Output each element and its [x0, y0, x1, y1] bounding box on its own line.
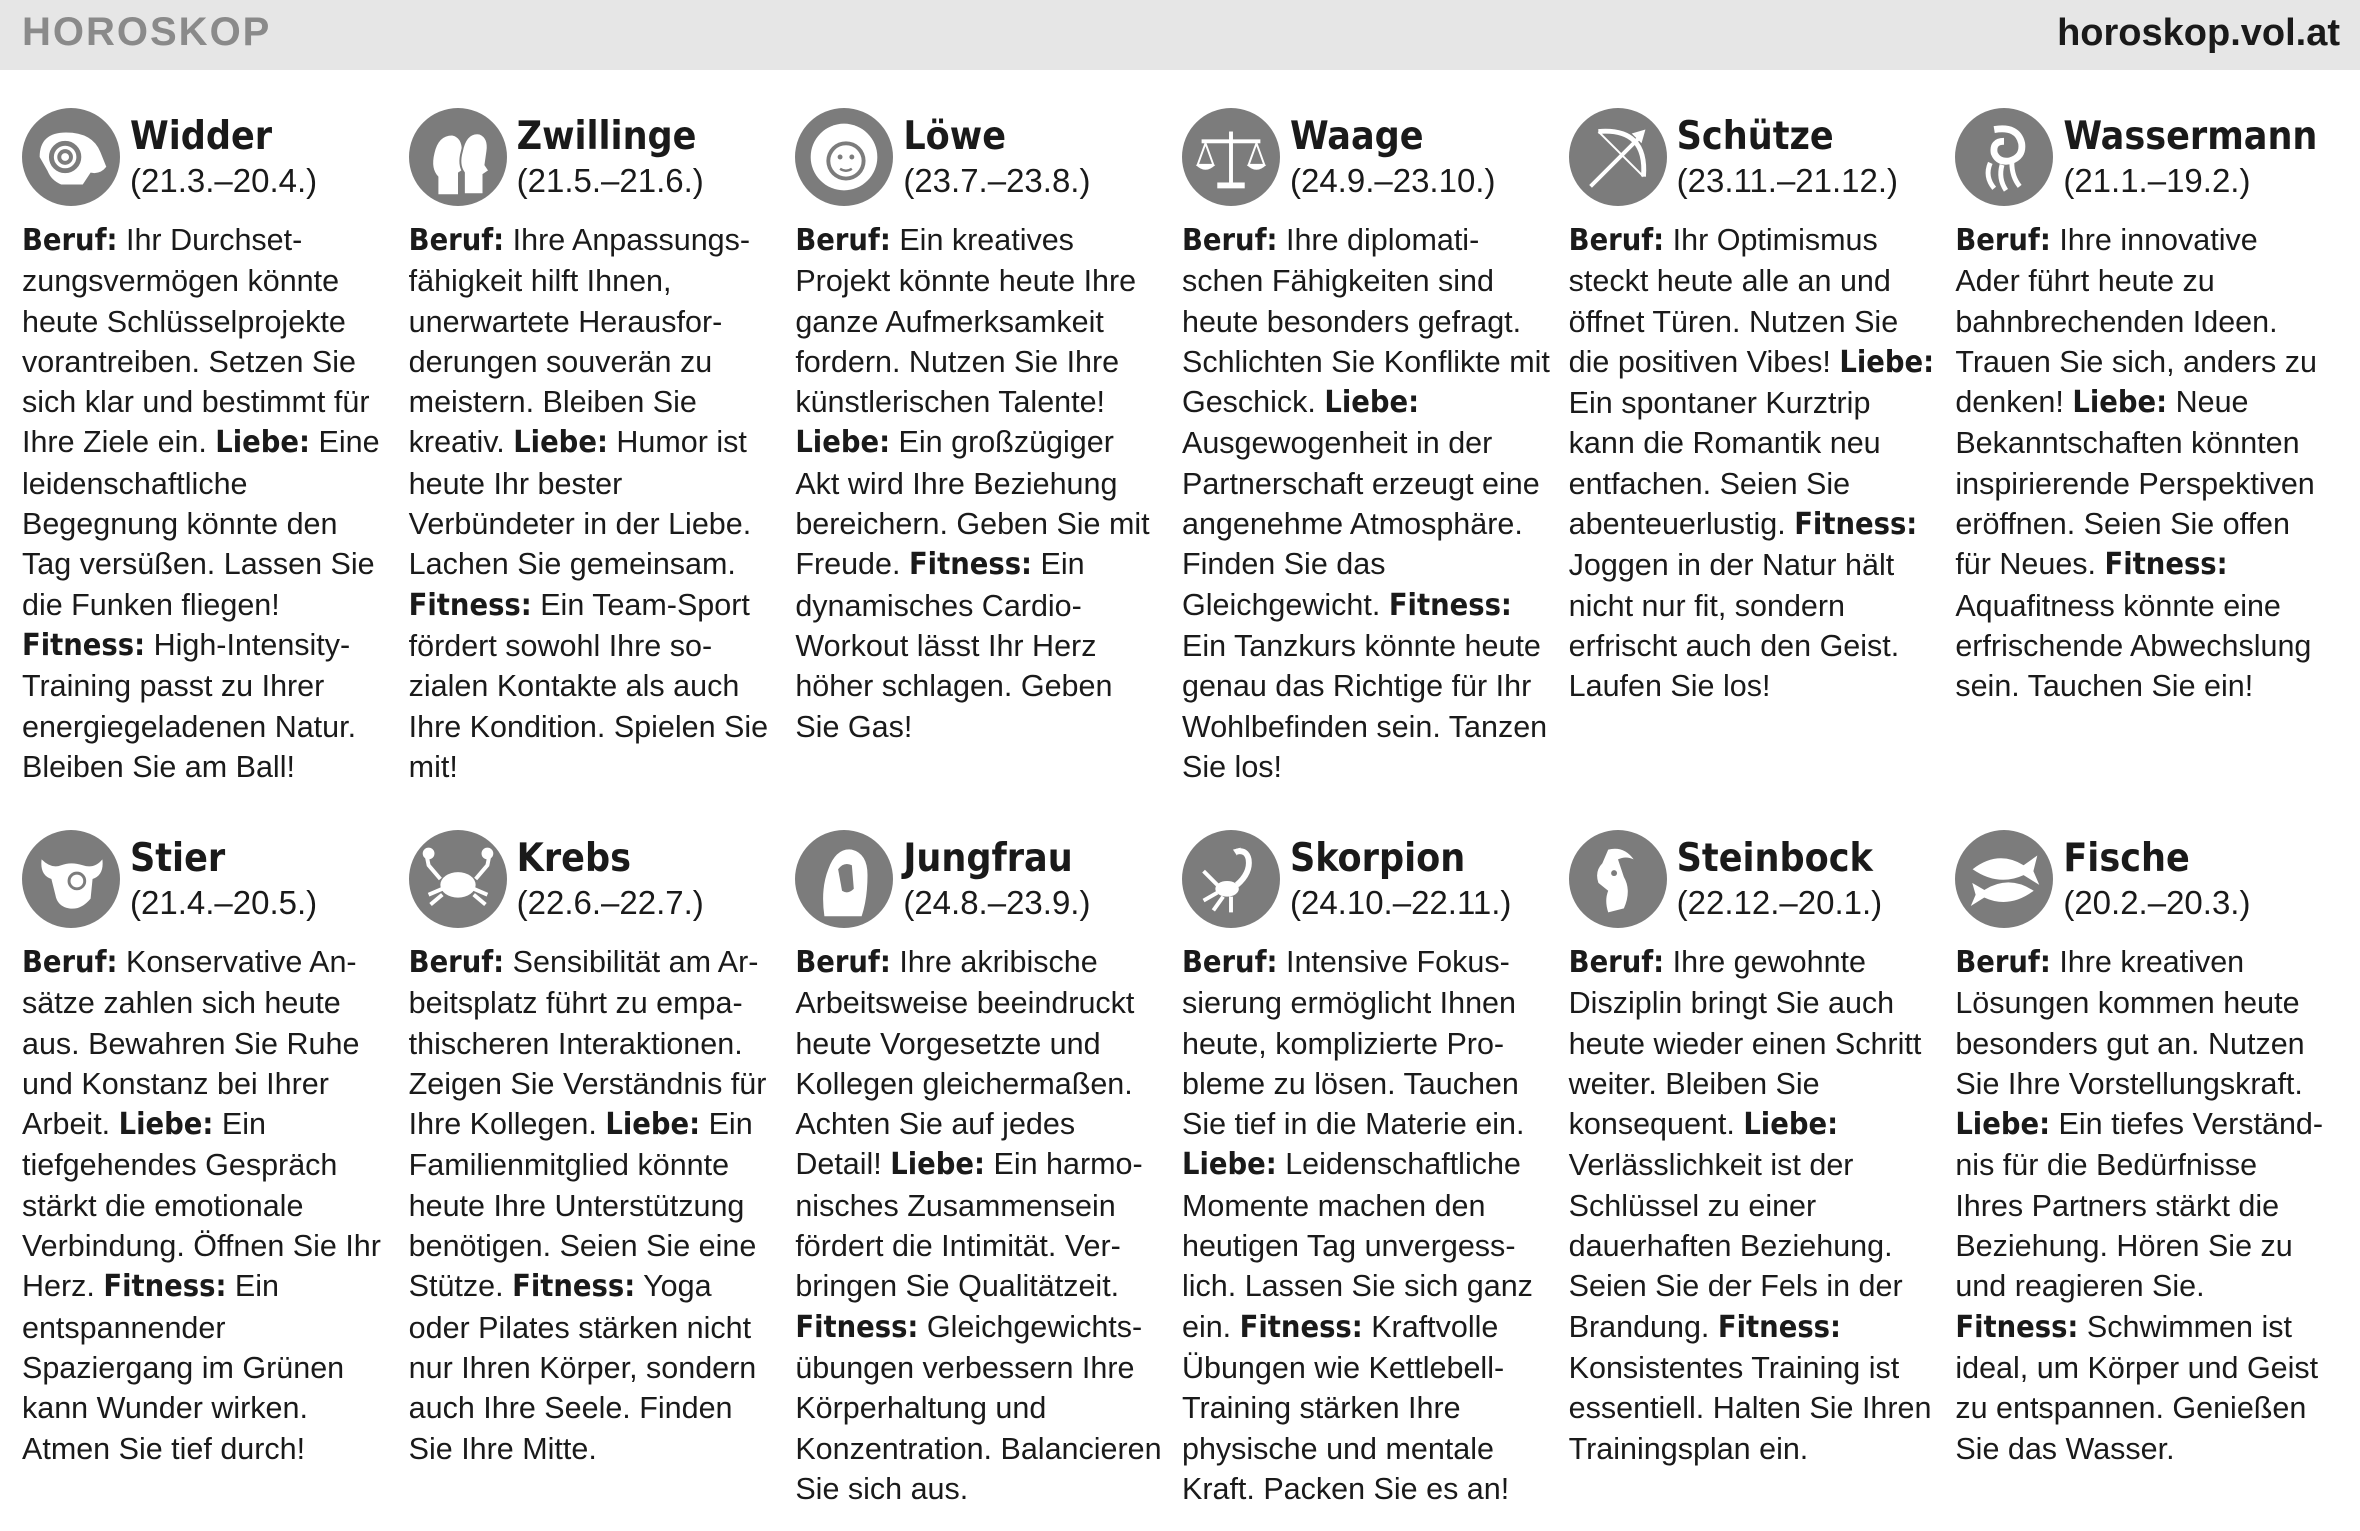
liebe-label: Liebe:: [1743, 1107, 1839, 1143]
sign-name: Jungfrau: [903, 836, 1073, 881]
fitness-text: Konsistentes Training ist essentiell. Halten Sie Ihren Trainingsplan ein.: [1568, 1350, 1932, 1466]
liebe-label: Liebe:: [1955, 1107, 2051, 1143]
sign-name: Waage: [1289, 114, 1424, 159]
sign-name: Schütze: [1676, 114, 1834, 159]
sign-skorpion: [1182, 830, 1569, 1518]
horoscope-grid: [22, 108, 2342, 1518]
water-bearer-icon: [1955, 108, 2053, 206]
sign-text: [795, 942, 1163, 1509]
scales-icon: [1182, 108, 1280, 206]
beruf-text: Ein kreatives Projekt könnte heute Ihre ganze Aufmerksamkeit fordern. Nutzen Sie Ihre künstlerischen Talente!: [795, 223, 1137, 420]
beruf-label: Beruf:: [795, 945, 891, 980]
liebe-text: Neue Bekanntschaften könnten inspirierende Perspektiven eröffnen. Seien Sie offen für Neues.: [1955, 385, 2315, 582]
sign-widder: [22, 108, 409, 830]
sign-name: Zwillinge: [516, 114, 697, 159]
liebe-label: Liebe:: [215, 425, 311, 461]
fitness-label: Fitness:: [1239, 1309, 1363, 1345]
fitness-text: Ein dynamisches Cardio-Workout lässt Ihr Herz höher schlagen. Geben Sie Gas!: [795, 547, 1113, 744]
fitness-label: Fitness:: [1955, 1309, 2079, 1345]
site-link[interactable]: horoskop.vol.at: [2057, 12, 2340, 54]
beruf-label: Beruf:: [1181, 223, 1278, 258]
capricorn-icon: [1569, 830, 1667, 928]
sign-dates: (24.9.–23.10.): [1289, 162, 1496, 199]
sign-text: [1569, 220, 1937, 707]
bull-icon: [22, 830, 120, 928]
sign-fische: [1955, 830, 2342, 1518]
sign-dates: (23.11.–21.12.): [1676, 162, 1899, 199]
sign-name: Steinbock: [1676, 836, 1873, 881]
beruf-text: Ihre gewohnte Disziplin bringt Sie auch heute wieder einen Schritt weiter. Bleiben Sie konsequent.: [1568, 945, 1922, 1142]
fitness-text: Gleichgewichtsübungen verbessern Ihre Körperhaltung und Konzentration. Balancieren Sie sich aus.: [795, 1309, 1162, 1506]
beruf-label: Beruf:: [408, 945, 505, 980]
sign-text: [409, 942, 777, 1469]
sign-name: Stier: [130, 836, 226, 881]
fitness-label: Fitness:: [2104, 547, 2228, 583]
liebe-text: Ein großzügiger Akt wird Ihre Beziehung bereichern. Geben Sie mit Freude.: [795, 425, 1150, 582]
liebe-text: Ein spontaner Kurztrip kann die Romantik neu entfachen. Seien Sie abenteuerlustig.: [1568, 386, 1881, 542]
beruf-label: Beruf:: [1568, 223, 1665, 258]
sign-dates: (24.10.–22.11.): [1289, 884, 1512, 921]
liebe-label: Liebe:: [118, 1107, 214, 1143]
fitness-label: Fitness:: [1794, 507, 1918, 543]
fish-icon: [1955, 830, 2053, 928]
sign-wassermann: [1955, 108, 2342, 830]
sign-schuetze: [1569, 108, 1956, 830]
sign-text: [1182, 220, 1550, 787]
liebe-label: Liebe:: [795, 425, 891, 461]
sign-text: [22, 220, 390, 787]
sign-name: Krebs: [516, 836, 631, 881]
fitness-label: Fitness:: [1388, 587, 1512, 623]
sign-dates: (20.2.–20.3.): [2063, 884, 2251, 921]
liebe-text: Verlässlichkeit ist der Schlüssel zu einer dauerhaften Beziehung. Seien Sie der Fels in der Brandung.: [1568, 1148, 1903, 1344]
sign-name: Fische: [2063, 836, 2190, 881]
archer-icon: [1569, 108, 1667, 206]
sign-dates: (22.6.–22.7.): [516, 884, 704, 921]
sign-jungfrau: [795, 830, 1182, 1518]
fitness-text: Schwimmen ist ideal, um Körper und Geist zu entspannen. Genießen Sie das Wasser.: [1955, 1309, 2319, 1466]
beruf-text: Konservative Ansätze zahlen sich heute aus. Bewahren Sie Ruhe und Konstanz bei Ihrer Arbeit.: [22, 945, 360, 1142]
liebe-label: Liebe:: [1839, 344, 1935, 380]
fitness-text: Ein entspannender Spaziergang im Grünen kann Wunder wirken. Atmen Sie tief durch!: [22, 1269, 345, 1466]
beruf-label: Beruf:: [1568, 945, 1665, 980]
sign-dates: (21.4.–20.5.): [130, 884, 318, 921]
liebe-label: Liebe:: [605, 1107, 701, 1143]
sign-dates: (21.3.–20.4.): [130, 162, 318, 199]
sign-name: Wassermann: [2063, 114, 2318, 159]
fitness-label: Fitness:: [795, 1309, 919, 1345]
section-title: HOROSKOP: [22, 10, 272, 54]
liebe-label: Liebe:: [513, 425, 608, 461]
header-bar: [0, 0, 2360, 70]
beruf-text: Ihre innovative Ader führt heute zu bahnbrechenden Ideen. Trauen Sie sich, anders zu denken!: [1955, 223, 2317, 420]
sign-steinbock: [1569, 830, 1956, 1518]
sign-loewe: [795, 108, 1182, 830]
fitness-label: Fitness:: [22, 627, 146, 663]
sign-text: [409, 220, 777, 787]
liebe-text: Ein tiefgehendes Gespräch stärkt die emotionale Verbindung. Öffnen Sie Ihr Herz.: [22, 1107, 381, 1304]
beruf-text: Ihr Optimismus steckt heute alle an und öffnet Türen. Nutzen Sie die positiven Vibes!: [1568, 223, 1899, 379]
sign-krebs: [409, 830, 796, 1518]
beruf-label: Beruf:: [22, 945, 118, 980]
sign-stier: [22, 830, 409, 1518]
liebe-text: Ein tiefes Verständnis für die Bedürfnisse Ihres Partners stärkt die Beziehung. Hören Sie zu und reagieren Sie.: [1955, 1107, 2324, 1304]
sign-text: [795, 220, 1163, 747]
beruf-label: Beruf:: [795, 223, 891, 258]
fitness-label: Fitness:: [408, 587, 532, 623]
beruf-text: Sensibilität am Arbeitsplatz führt zu empathischeren Interaktionen. Zeigen Sie Verständnis für Ihre Kollegen.: [408, 945, 767, 1142]
fitness-text: Yoga oder Pilates stärken nicht nur Ihren Körper, sondern auch Ihre Seele. Finden Sie Ihre Mitte.: [408, 1269, 757, 1466]
beruf-label: Beruf:: [1955, 223, 2051, 258]
sign-dates: (21.5.–21.6.): [516, 162, 704, 199]
fitness-text: Joggen in der Natur hält nicht nur fit, sondern erfrischt auch den Geist. Laufen Sie los!: [1568, 548, 1900, 704]
sign-text: [22, 942, 390, 1469]
beruf-label: Beruf:: [1181, 945, 1278, 980]
fitness-label: Fitness:: [908, 547, 1033, 583]
sign-dates: (22.12.–20.1.): [1676, 884, 1883, 921]
fitness-label: Fitness:: [1717, 1309, 1841, 1345]
liebe-text: Ein Familienmitglied könnte heute Ihre Unterstützung benötigen. Seien Sie eine Stütze.: [408, 1107, 757, 1304]
sign-name: Skorpion: [1289, 836, 1466, 881]
liebe-text: Humor ist heute Ihr bester Verbündeter in der Liebe. Lachen Sie gemeinsam.: [408, 425, 752, 582]
beruf-text: Intensive Fokussierung ermöglicht Ihnen heute, komplizierte Probleme zu lösen. Tauchen Sie tief in die Materie ein.: [1181, 945, 1525, 1142]
sign-name: Widder: [130, 114, 273, 159]
ram-icon: [22, 108, 120, 206]
sign-waage: [1182, 108, 1569, 830]
fitness-text: Kraftvolle Übungen wie Kettlebell-Training stärken Ihre physische und mentale Kraft. Packen Sie es an!: [1181, 1309, 1510, 1506]
liebe-label: Liebe:: [1181, 1147, 1277, 1183]
beruf-label: Beruf:: [22, 223, 118, 258]
virgin-icon: [795, 830, 893, 928]
beruf-label: Beruf:: [1955, 945, 2051, 980]
liebe-label: Liebe:: [2072, 385, 2168, 421]
beruf-text: Ihr Durchsetzungsvermögen könnte heute Schlüsselprojekte vorantreiben. Setzen Sie sich klar und bestimmt für Ihre Ziele ein.: [22, 223, 370, 460]
sign-dates: (21.1.–19.2.): [2063, 162, 2251, 199]
beruf-text: Ihre Anpassungsfähigkeit hilft Ihnen, unerwartete Herausforderungen souverän zu meistern. Bleiben Sie kreativ.: [408, 223, 751, 460]
liebe-text: Eine leidenschaftliche Begegnung könnte den Tag versüßen. Lassen Sie die Funken fliegen!: [22, 425, 380, 622]
liebe-text: Leidenschaftliche Momente machen den heutigen Tag unvergesslich. Lassen Sie sich ganz ein.: [1181, 1147, 1533, 1344]
sign-dates: (24.8.–23.9.): [903, 884, 1091, 921]
sign-text: [1955, 220, 2323, 707]
beruf-text: Ihre akribische Arbeitsweise beeindruckt heute Vorgesetzte und Kollegen gleichermaßen. Achten Sie auf jedes Detail!: [795, 945, 1135, 1182]
liebe-label: Liebe:: [890, 1147, 985, 1183]
lion-icon: [795, 108, 893, 206]
fitness-label: Fitness:: [103, 1269, 227, 1305]
fitness-text: Aquafitness könnte eine erfrischende Abwechslung sein. Tauchen Sie ein!: [1955, 588, 2312, 704]
sign-dates: (23.7.–23.8.): [903, 162, 1091, 199]
crab-icon: [409, 830, 507, 928]
liebe-label: Liebe:: [1324, 385, 1420, 421]
sign-text: [1569, 942, 1937, 1469]
twins-icon: [409, 108, 507, 206]
fitness-label: Fitness:: [512, 1269, 636, 1305]
liebe-text: Ein harmonisches Zusammensein fördert die Intimität. Verbringen Sie Qualitätzeit.: [795, 1147, 1143, 1304]
scorpion-icon: [1182, 830, 1280, 928]
fitness-text: Ein Team-Sport fördert sowohl Ihre sozialen Kontakte als auch Ihre Kondition. Spielen Sie mit!: [408, 587, 769, 784]
fitness-text: Ein Tanzkurs könnte heute genau das Richtige für Ihr Wohlbefinden sein. Tanzen Sie los!: [1181, 628, 1548, 784]
fitness-text: High-Intensity-Training passt zu Ihrer energiegeladenen Natur. Bleiben Sie am Ball!: [22, 627, 357, 784]
beruf-text: Ihre kreativen Lösungen kommen heute besonders gut an. Nutzen Sie Ihre Vorstellungskraft.: [1955, 945, 2305, 1101]
sign-zwillinge: [409, 108, 796, 830]
sign-text: [1182, 942, 1550, 1509]
liebe-text: Ausgewogenheit in der Partnerschaft erzeugt eine angenehme Atmosphäre. Finden Sie das Gleichgewicht.: [1181, 426, 1540, 622]
sign-name: Löwe: [903, 114, 1007, 159]
beruf-label: Beruf:: [408, 223, 505, 258]
beruf-text: Ihre diplomatischen Fähigkeiten sind heute besonders gefragt. Schlichten Sie Konflikte mit Geschick.: [1181, 223, 1550, 420]
sign-text: [1955, 942, 2323, 1469]
